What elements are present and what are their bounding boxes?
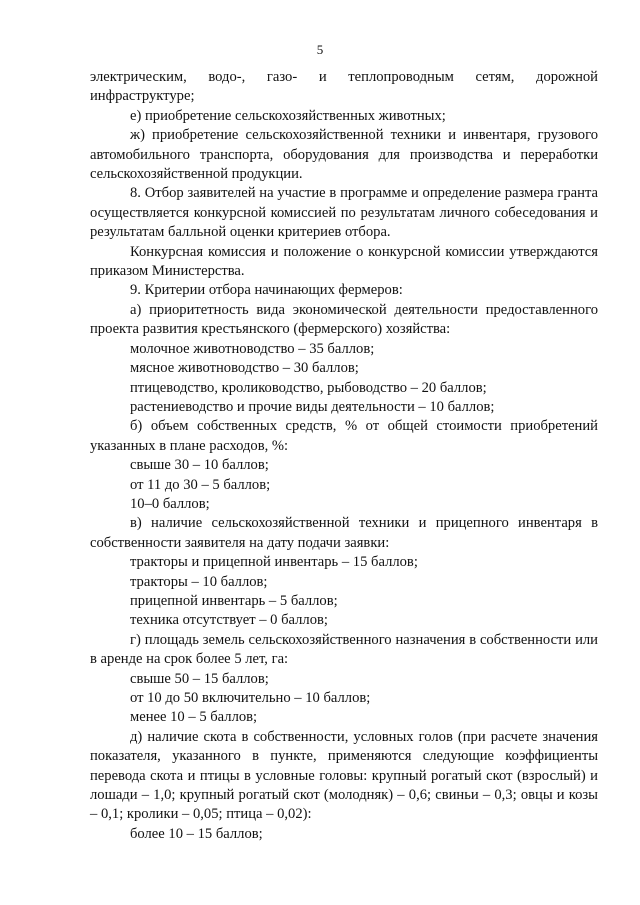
list-item: более 10 – 15 баллов; (130, 825, 263, 842)
list-item: птицеводство, кролиководство, рыбоводство – 20 баллов; (130, 379, 487, 396)
paragraph: электрическим, водо-, газо- и теплопроводным сетям, дорожной инфраструктуре; (90, 69, 598, 105)
page-number: 5 (316, 42, 324, 57)
list-item: техника отсутствует – 0 баллов; (130, 612, 328, 629)
list-item: тракторы – 10 баллов; (130, 573, 268, 590)
paragraph: е) приобретение сельскохозяйственных животных; (130, 107, 446, 124)
list-item: свыше 50 – 15 баллов; (130, 670, 269, 687)
list-item: от 10 до 50 включительно – 10 баллов; (130, 690, 371, 706)
paragraph: а) приоритетность вида экономической деятельности предоставленного проекта развития крестьянского (фермерского) хозяйства: (90, 301, 598, 338)
paragraph: Конкурсная комиссия и положение о конкурсной комиссии утверждаются приказом Министерства. (90, 243, 598, 280)
paragraph: б) объем собственных средств, % от общей стоимости приобретений указанных в плане расходов, %: (90, 418, 598, 454)
list-item: тракторы и прицепной инвентарь – 15 баллов; (130, 554, 418, 571)
paragraph: 9. Критерии отбора начинающих фермеров: (130, 282, 403, 299)
list-item: свыше 30 – 10 баллов; (130, 457, 269, 474)
paragraph: 8. Отбор заявителей на участие в программе и определение размера гранта осуществляется конкурсной комиссией по результатам личного собеседования и результатам балльной оценки критериев отбора. (90, 185, 598, 241)
list-item: менее 10 – 5 баллов; (130, 709, 258, 726)
list-item: мясное животноводство – 30 баллов; (130, 360, 359, 377)
list-item: 10–0 баллов; (130, 495, 210, 512)
paragraph: в) наличие сельскохозяйственной техники и прицепного инвентаря в собственности заявителя на дату подачи заявки: (90, 515, 598, 551)
list-item: молочное животноводство – 35 баллов; (130, 340, 375, 357)
list-item: растениеводство и прочие виды деятельности – 10 баллов; (130, 398, 495, 415)
paragraph: ж) приобретение сельскохозяйственной техники и инвентаря, грузового автомобильного транспорта, оборудования для производства и переработки сельскохозяйственной продукции. (90, 127, 598, 183)
paragraph: д) наличие скота в собственности, условных голов (при расчете значения показателя, указанного в пункте, применяются следующие коэффициенты перевода скота и птицы в условные головы: крупный рогатый скот (взрослый) и лошади – 1,0; крупный рогатый скот (молодняк) – 0,6; свиньи – 0,3; овцы и козы – 0,1; кролики – 0,05; птица – 0,02): (90, 728, 598, 823)
list-item: от 11 до 30 – 5 баллов; (130, 476, 271, 493)
paragraph: г) площадь земель сельскохозяйственного назначения в собственности или в аренде на срок более 5 лет, га: (90, 631, 598, 668)
list-item: прицепной инвентарь – 5 баллов; (130, 592, 338, 609)
document-body (90, 68, 598, 844)
